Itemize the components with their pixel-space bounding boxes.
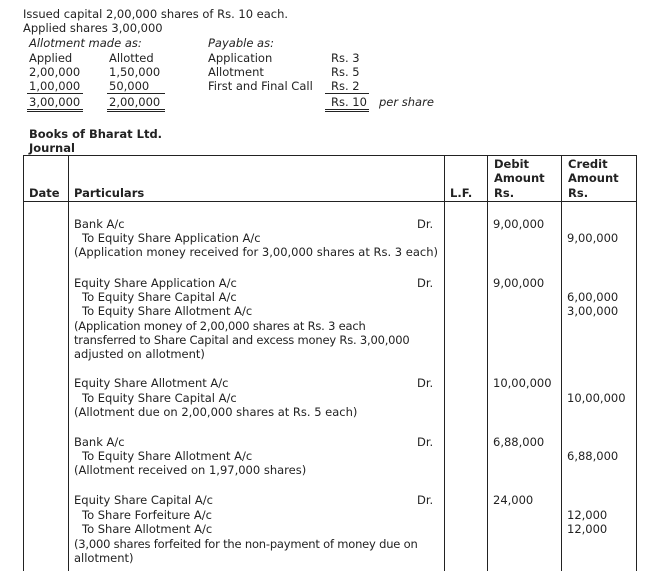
double-underline <box>325 111 369 112</box>
narration: transferred to Share Capital and excess money Rs. 3,00,000 <box>74 333 410 347</box>
credit-amount: 9,00,000 <box>567 231 619 245</box>
credit-account: To Share Forfeiture A/c <box>82 508 212 522</box>
double-underline <box>107 111 165 112</box>
credit-header: Credit <box>568 157 608 171</box>
allotted-header: Allotted <box>109 51 154 65</box>
underline <box>325 93 369 94</box>
applied-total: 3,00,000 <box>29 95 81 109</box>
debit-amount: 9,00,000 <box>493 276 545 290</box>
credit-account: To Equity Share Capital A/c <box>82 391 237 405</box>
payable-amount: Rs. 2 <box>331 79 360 93</box>
credit-amount: 6,00,000 <box>567 290 619 304</box>
debit-account: Equity Share Capital A/c <box>74 493 213 507</box>
double-underline <box>27 111 83 112</box>
debit-account: Equity Share Application A/c <box>74 276 237 290</box>
credit-header: Rs. <box>568 186 589 200</box>
dr-label: Dr. <box>417 493 434 507</box>
dr-label: Dr. <box>417 276 434 290</box>
allotment-heading: Allotment made as: <box>29 36 142 50</box>
payable-label: Allotment <box>208 65 264 79</box>
payable-amount: Rs. 5 <box>331 65 360 79</box>
debit-account: Bank A/c <box>74 217 125 231</box>
table-border <box>23 155 24 571</box>
particulars-header: Particulars <box>74 186 145 200</box>
applied-header: Applied <box>29 51 73 65</box>
credit-account: To Equity Share Application A/c <box>82 231 261 245</box>
per-share-label: per share <box>379 95 434 109</box>
allotted-value: 1,50,000 <box>109 65 161 79</box>
credit-amount: 12,000 <box>567 508 608 522</box>
narration: (Allotment received on 1,97,000 shares) <box>74 463 307 477</box>
debit-amount: 9,00,000 <box>493 217 545 231</box>
dr-label: Dr. <box>417 435 434 449</box>
applied-value: 1,00,000 <box>29 79 81 93</box>
narration: (3,000 shares forfeited for the non-payment of money due on <box>74 537 418 551</box>
table-border <box>444 155 445 571</box>
underline <box>27 93 83 94</box>
credit-amount: 6,88,000 <box>567 449 619 463</box>
table-border <box>68 155 69 571</box>
date-header: Date <box>29 186 60 200</box>
intro-line-1: Issued capital 2,00,000 shares of Rs. 10 each. <box>23 7 289 21</box>
payable-label: Application <box>208 51 273 65</box>
credit-account: To Equity Share Allotment A/c <box>82 304 253 318</box>
table-border <box>636 155 637 571</box>
table-header-border <box>23 201 637 202</box>
table-border <box>487 155 488 571</box>
underline <box>107 93 165 94</box>
narration: allotment) <box>74 551 134 565</box>
debit-account: Bank A/c <box>74 435 125 449</box>
payable-heading: Payable as: <box>208 36 274 50</box>
debit-header: Amount <box>494 171 545 185</box>
allotted-value: 50,000 <box>109 79 150 93</box>
table-top-border <box>23 155 637 156</box>
intro-line-2: Applied shares 3,00,000 <box>23 21 163 35</box>
debit-header: Debit <box>494 157 530 171</box>
applied-value: 2,00,000 <box>29 65 81 79</box>
credit-amount: 3,00,000 <box>567 304 619 318</box>
payable-total: Rs. 10 <box>331 95 367 109</box>
debit-header: Rs. <box>494 186 515 200</box>
double-underline <box>107 109 165 110</box>
debit-amount: 24,000 <box>493 493 534 507</box>
credit-account: To Equity Share Capital A/c <box>82 290 237 304</box>
payable-label: First and Final Call <box>208 79 313 93</box>
credit-account: To Share Allotment A/c <box>82 522 213 536</box>
double-underline <box>27 109 83 110</box>
credit-account: To Equity Share Allotment A/c <box>82 449 253 463</box>
lf-header: L.F. <box>450 186 473 200</box>
double-underline <box>325 109 369 110</box>
narration: (Application money received for 3,00,000 shares at Rs. 3 each) <box>74 245 438 259</box>
credit-amount: 10,00,000 <box>567 391 626 405</box>
allotted-total: 2,00,000 <box>109 95 161 109</box>
narration: (Application money of 2,00,000 shares at Rs. 3 each <box>74 319 366 333</box>
dr-label: Dr. <box>417 217 434 231</box>
narration: (Allotment due on 2,00,000 shares at Rs. 5 each) <box>74 405 358 419</box>
credit-header: Amount <box>568 171 619 185</box>
debit-amount: 6,88,000 <box>493 435 545 449</box>
journal-title: Journal <box>29 141 75 155</box>
credit-amount: 12,000 <box>567 522 608 536</box>
debit-amount: 10,00,000 <box>493 376 552 390</box>
table-border <box>561 155 562 571</box>
dr-label: Dr. <box>417 376 434 390</box>
books-title: Books of Bharat Ltd. <box>29 127 163 141</box>
debit-account: Equity Share Allotment A/c <box>74 376 229 390</box>
narration: adjusted on allotment) <box>74 347 205 361</box>
payable-amount: Rs. 3 <box>331 51 360 65</box>
